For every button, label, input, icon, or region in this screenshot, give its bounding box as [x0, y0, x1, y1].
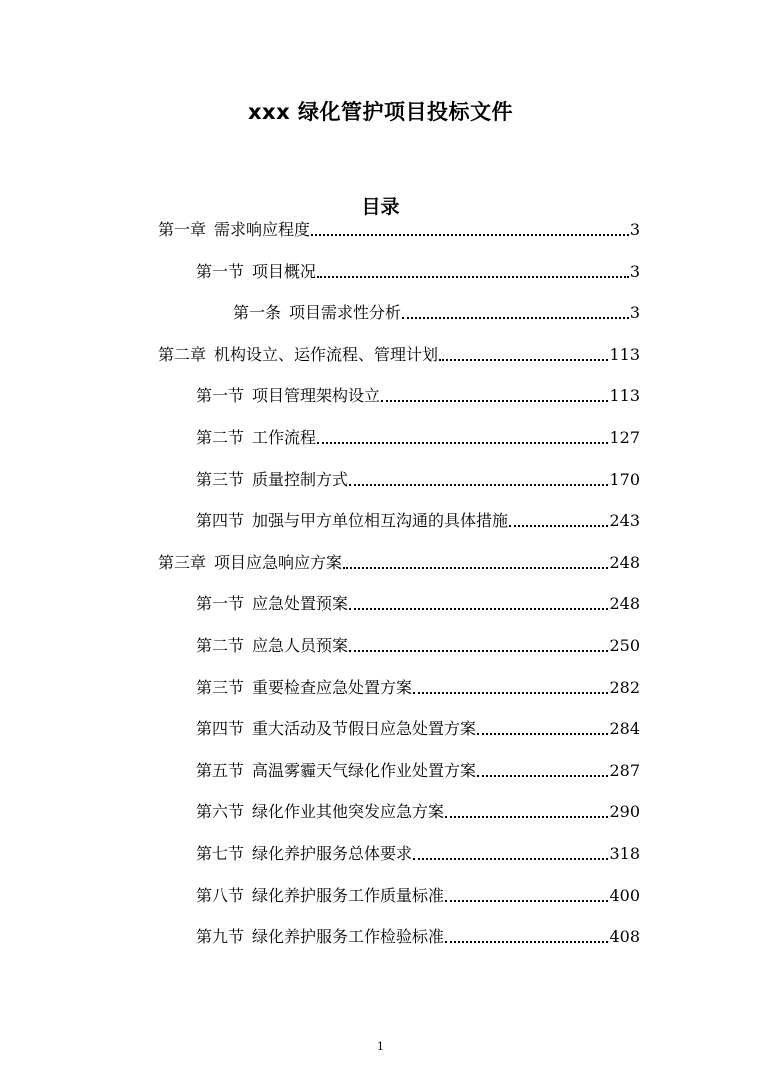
- toc-entry[interactable]: [196, 842, 640, 866]
- toc-entry[interactable]: [196, 592, 640, 616]
- toc-entry-number: 第二节: [196, 428, 245, 447]
- toc-entry-title: 项目需求性分析: [289, 303, 402, 323]
- toc-dot-leader: [317, 276, 629, 278]
- toc-dot-leader: [381, 400, 608, 402]
- toc-entry-number: 第四节: [196, 511, 245, 531]
- toc-entry-number: 第一节: [196, 386, 245, 406]
- toc-dot-leader: [477, 775, 608, 777]
- toc-entry[interactable]: [196, 634, 640, 658]
- toc-dot-leader: [349, 484, 608, 486]
- toc-entry-page: 250: [609, 636, 640, 655]
- toc-entry-number: 第五节: [196, 760, 245, 780]
- toc-entry[interactable]: [196, 925, 640, 949]
- toc-dot-leader: [413, 858, 608, 860]
- toc-entry-page: 400: [609, 885, 640, 905]
- toc-dot-leader: [317, 442, 608, 444]
- toc-dot-leader: [413, 692, 608, 694]
- toc-entry-title: 项目应急响应方案: [214, 552, 343, 572]
- toc-entry-page: 170: [609, 469, 640, 489]
- toc-dot-leader: [477, 733, 608, 735]
- toc-entry[interactable]: [158, 343, 640, 367]
- toc-entry-page: 318: [609, 844, 640, 863]
- toc-entry[interactable]: [196, 468, 640, 492]
- toc-entry-label: [196, 884, 444, 908]
- toc-entry[interactable]: [196, 676, 640, 700]
- toc-entry-title: 应急人员预案: [252, 636, 349, 655]
- toc-entry-title: 重大活动及节假日应急处置方案: [252, 719, 477, 739]
- toc-entry-page: 287: [609, 760, 640, 780]
- toc-entry-title: 工作流程: [252, 428, 317, 447]
- toc-entry-title: 绿化作业其他突发应急方案: [252, 802, 445, 822]
- toc-entry-page: 248: [609, 552, 640, 572]
- toc-entry[interactable]: [158, 218, 640, 242]
- toc-entry-label: [196, 592, 348, 616]
- toc-entry-number: 第三节: [196, 677, 245, 697]
- toc-entry-title: 绿化养护服务工作质量标准: [252, 885, 445, 905]
- toc-entry-label: [196, 925, 444, 949]
- toc-entry[interactable]: [196, 426, 640, 450]
- toc-entry[interactable]: [158, 551, 640, 575]
- toc-dot-leader: [445, 941, 608, 943]
- toc-entry-page: 3: [629, 261, 640, 281]
- document-title: xxx 绿化管护项目投标文件: [248, 100, 513, 124]
- toc-entry-number: 第七节: [196, 844, 245, 863]
- toc-entry-number: 第二章: [158, 344, 207, 364]
- toc-entry-number: 第二节: [196, 636, 245, 655]
- toc-entry-page: 248: [609, 594, 640, 614]
- toc-entry-number: 第一节: [196, 261, 245, 281]
- toc-entry-label: [158, 218, 310, 242]
- toc-dot-leader: [343, 567, 608, 569]
- toc-entry-title: 加强与甲方单位相互沟通的具体措施: [252, 511, 509, 531]
- toc-entry[interactable]: [196, 509, 640, 533]
- toc-dot-leader: [509, 525, 608, 527]
- toc-entry-title: 项目管理架构设立: [252, 386, 381, 406]
- toc-entry-number: 第六节: [196, 802, 245, 822]
- toc-entry-label: [196, 426, 316, 450]
- toc-entry-title: 绿化养护服务工作检验标准: [252, 927, 445, 947]
- toc-entry-page: 127: [609, 428, 640, 447]
- toc-entry-page: 3: [629, 303, 640, 323]
- toc-entry-number: 第一节: [196, 594, 245, 614]
- toc-entry-label: [158, 343, 438, 367]
- toc-entry-label: [196, 676, 412, 700]
- toc-entry-page: 3: [629, 220, 640, 239]
- toc-dot-leader: [349, 650, 608, 652]
- toc-entry-label: [233, 301, 401, 325]
- toc-heading: 目录: [361, 196, 400, 218]
- toc-entry-number: 第一条: [233, 303, 282, 323]
- toc-entry-number: 第三节: [196, 469, 245, 489]
- toc-entry-label: [196, 260, 316, 284]
- toc-entry[interactable]: [196, 384, 640, 408]
- toc-entry-title: 机构设立、运作流程、管理计划: [214, 344, 439, 364]
- toc-entry-page: 290: [609, 802, 640, 822]
- toc-entry-title: 绿化养护服务总体要求: [252, 844, 413, 863]
- page-number: 1: [377, 1040, 384, 1053]
- toc-dot-leader: [311, 234, 629, 236]
- toc-entry-label: [196, 717, 476, 741]
- toc-entry-title: 重要检查应急处置方案: [252, 677, 413, 697]
- toc-entry-page: 113: [609, 386, 640, 406]
- toc-entry-number: 第八节: [196, 885, 245, 905]
- toc-dot-leader: [349, 608, 608, 610]
- toc-entry[interactable]: [196, 717, 640, 741]
- toc-entry[interactable]: [233, 301, 640, 325]
- toc-entry[interactable]: [196, 260, 640, 284]
- toc-entry-page: 282: [609, 677, 640, 697]
- toc-entry-label: [196, 800, 444, 824]
- toc-entry-title: 高温雾霾天气绿化作业处置方案: [252, 760, 477, 780]
- toc-entry-label: [158, 551, 342, 575]
- toc-entry-number: 第三章: [158, 552, 207, 572]
- toc-entry-label: [196, 384, 380, 408]
- toc-entry-page: 284: [609, 719, 640, 739]
- toc-dot-leader: [439, 359, 608, 361]
- toc-entry-number: 第四节: [196, 719, 245, 739]
- toc-entry-page: 113: [609, 344, 640, 364]
- toc-entry-label: [196, 509, 508, 533]
- toc-entry-number: 第一章: [158, 220, 207, 239]
- toc-entry-page: 243: [609, 511, 640, 531]
- toc-entry[interactable]: [196, 800, 640, 824]
- toc-entry-number: 第九节: [196, 927, 245, 947]
- toc-entry[interactable]: [196, 759, 640, 783]
- toc-entry-label: [196, 759, 476, 783]
- toc-dot-leader: [445, 900, 608, 902]
- toc-entry-title: 项目概况: [252, 261, 317, 281]
- toc-entry-title: 应急处置预案: [252, 594, 349, 614]
- toc-entry-label: [196, 634, 348, 658]
- toc-entry[interactable]: [196, 884, 640, 908]
- toc-entry-page: 408: [609, 927, 640, 947]
- toc-dot-leader: [402, 317, 629, 319]
- toc-entry-title: 质量控制方式: [252, 469, 349, 489]
- toc-dot-leader: [445, 816, 608, 818]
- toc-entry-title: 需求响应程度: [214, 220, 311, 239]
- toc-entry-label: [196, 468, 348, 492]
- toc-entry-label: [196, 842, 412, 866]
